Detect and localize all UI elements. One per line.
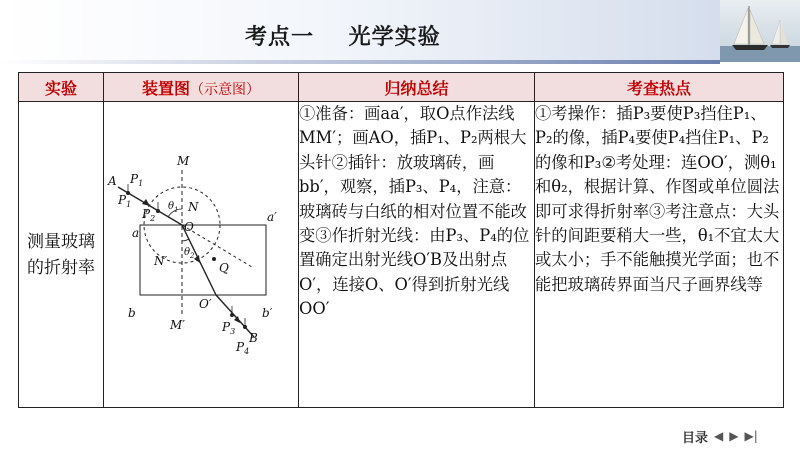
experiment-name: 测量玻璃的折射率 [19, 102, 104, 408]
header-hotspots: 考查热点 [535, 73, 784, 102]
label-m: M [177, 153, 190, 168]
header-diagram [104, 73, 299, 102]
label-a-point: A [108, 173, 117, 188]
experiment-table [18, 72, 784, 408]
page-title: 考点一 光学实验 [245, 25, 441, 50]
label-b: b [128, 305, 136, 320]
pin-q [212, 257, 216, 261]
table-row [19, 102, 784, 408]
header-summary: 归纳总结 [299, 73, 535, 102]
label-b-prime: b′ [262, 305, 273, 320]
label-p3: $P_3$ [222, 319, 236, 336]
hotspots-cell: ①考操作：插P₃要使P₃挡住P₁、P₂的像，插P₄要使P₄挡住P₁、P₂的像和P₃②考处理：连OO′，测θ₁和θ₂，根据计算、作图或单位圆法即可求得折射率③考注意点：大头针的间距要稍大一些，θ₁不宜太大或太小；手不能触摸光学面；也不能把玻璃砖界面当尺子画界线等 [535, 102, 784, 408]
label-a-prime: a′ [267, 209, 277, 224]
header-experiment: 实验 [19, 73, 104, 102]
last-page-icon[interactable]: ▶| [744, 429, 758, 443]
label-o: O [184, 219, 194, 234]
refraction-diagram [104, 105, 299, 405]
summary-cell: ①准备：画aa′，取O点作法线MM′；画AO，插P₁、P₂两根大头针②插针：放玻璃砖，画bb′，观察，插P₃、P₄，注意：玻璃砖与白纸的相对位置不能改变③作折射光线：由P₃、P₄的位置确定出射光线O′B及出射点O′，连接O、O′得到折射光线OO′ [299, 102, 535, 408]
prev-page-icon[interactable]: ◀ [714, 429, 724, 443]
toc-link[interactable]: 目录 [682, 430, 709, 446]
sailboat-photo [720, 0, 800, 62]
label-theta1: $\theta_1$ [168, 200, 179, 214]
pin-p4 [243, 318, 247, 329]
label-p1-shadow: $P_1$ [118, 192, 132, 209]
label-n-prime: N′ [154, 253, 168, 268]
header-diagram-label: 装置图 [141, 78, 190, 98]
label-n: N [188, 199, 199, 214]
label-m-prime: M′ [170, 317, 186, 332]
header-diagram-note: （示意图） [190, 81, 260, 98]
label-p2: $P_2$ [142, 206, 156, 223]
label-o-prime: O′ [199, 296, 212, 311]
header-stripe [0, 60, 720, 64]
label-p1: $P_1$ [130, 171, 144, 188]
footer-nav [682, 426, 758, 446]
label-a: a [132, 225, 140, 240]
label-b-point: B [249, 330, 258, 345]
table-header-row [19, 73, 784, 102]
label-q: Q [219, 260, 229, 275]
pin-p2 [156, 202, 160, 213]
label-p4: $P_4$ [236, 339, 250, 356]
label-theta2: $\theta_2$ [184, 246, 195, 260]
diagram-cell [104, 102, 299, 408]
theta2-arc [182, 239, 189, 241]
next-page-icon[interactable]: ▶ [729, 429, 739, 443]
